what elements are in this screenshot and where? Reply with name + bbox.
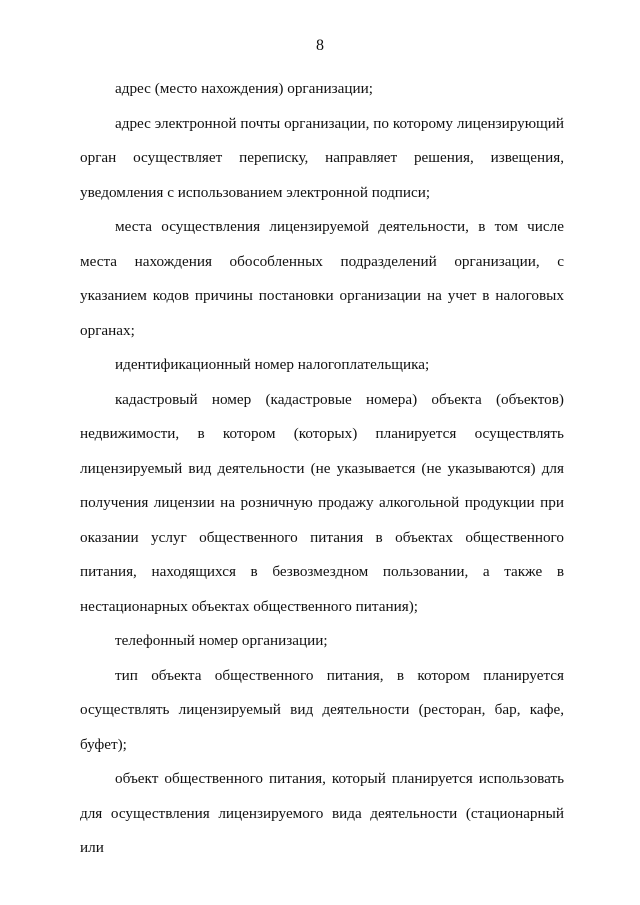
paragraph-locations: места осуществления лицензируемой деятельности, в том числе места нахождения обособленных подразделений организации, с указанием кодов причины постановки организации на учет в налоговых органах; bbox=[80, 218, 564, 339]
paragraph-inn: идентификационный номер налогоплательщика; bbox=[115, 356, 430, 373]
paragraph-address: адрес (место нахождения) организации; bbox=[115, 80, 373, 97]
paragraph-catering-object: объект общественного питания, который планируется использовать для осуществления лицензируемого вида деятельности (стационарный или bbox=[80, 770, 564, 856]
page-number: 8 bbox=[316, 37, 324, 54]
paragraph-catering-type: тип объекта общественного питания, в котором планируется осуществлять лицензируемый вид деятельности (ресторан, бар, кафе, буфет); bbox=[80, 666, 564, 753]
paragraph-email: адрес электронной почты организации, по которому лицензирующий орган осуществляет переписку, направляет решения, извещения, уведомления с использованием электронной подписи; bbox=[80, 114, 564, 201]
paragraph-cadastral-number: кадастровый номер (кадастровые номера) объекта (объектов) недвижимости, в котором (которых) планируется осуществлять лицензируемый вид деятельности (не указывается (не указываются) для получения лицензии на розничную продажу алкогольной продукции при оказании услуг общественного питания в объектах общественного питания, находящихся в безвозмездном пользовании, а также в нестационарных объектах общественного питания); bbox=[80, 390, 564, 615]
document-body bbox=[80, 72, 564, 866]
paragraph-phone: телефонный номер организации; bbox=[115, 632, 328, 649]
